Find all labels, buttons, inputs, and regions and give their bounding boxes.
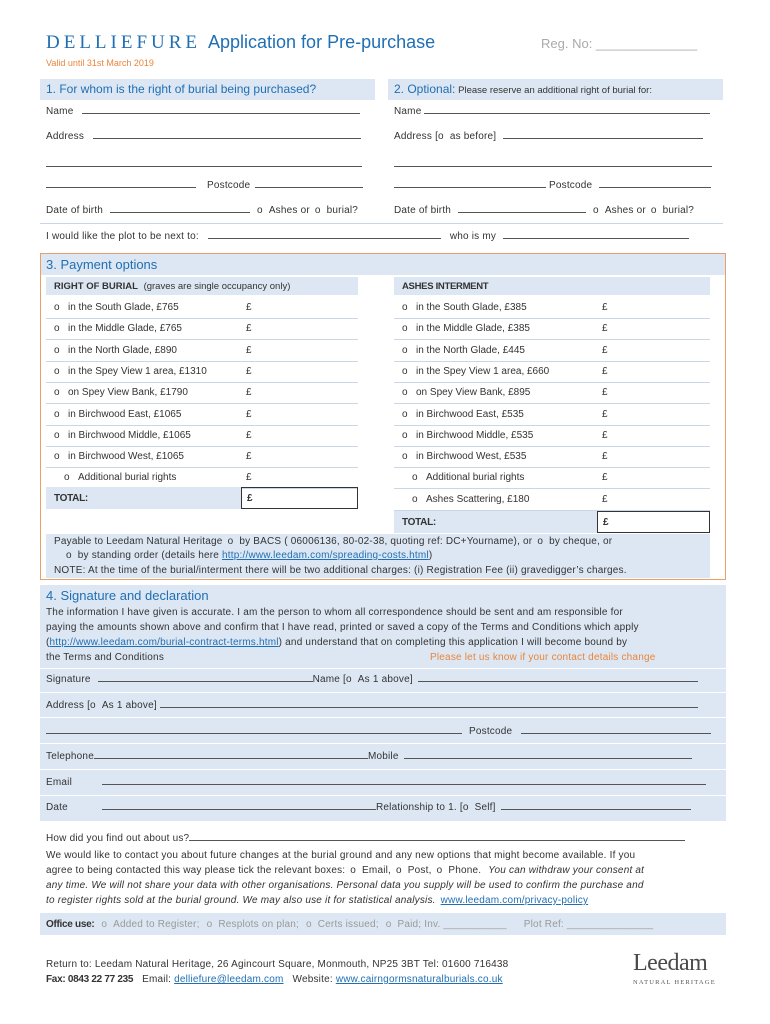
right-option-label: in the North Glade, £445 [416, 344, 525, 356]
consent-post-label: Post, [407, 865, 432, 876]
left-option-label: in Birchwood Middle, £1065 [68, 429, 191, 441]
right-amount-field[interactable]: £ [602, 323, 608, 335]
right-option-label: in the Spey View 1 area, £660 [416, 365, 550, 377]
leedam-logo-subtitle: NATURAL HERITAGE [633, 979, 716, 986]
contact-line2 [46, 865, 644, 876]
date-row [46, 802, 691, 813]
fax-number: Fax: 0843 22 77 235 [46, 974, 134, 985]
s2-address-line3[interactable] [394, 187, 546, 188]
plot-next-row [46, 231, 689, 242]
s2-dob-row [394, 205, 694, 216]
contact-line3: any time. We will not share your data with other organisations. Personal data you supply will be used to confirm the purchase and [46, 880, 644, 891]
right-amount-field[interactable]: £ [602, 472, 608, 484]
s1-name-row [46, 106, 360, 117]
signature-row [46, 674, 698, 685]
left-option-label: in the Middle Glade, £765 [68, 323, 182, 335]
relationship-self-radio[interactable]: o [462, 802, 469, 813]
right-option-radio[interactable]: o [402, 344, 408, 356]
s1-address-label: Address [46, 131, 85, 142]
decl-line1: The information I have given is accurate. I am the person to whom all correspondence should be sent and am responsible for [46, 607, 623, 618]
cheque-text: by cheque, or [549, 536, 613, 547]
s2-as-before-radio[interactable]: o [438, 131, 444, 142]
standing-order-radio[interactable]: o [66, 550, 72, 561]
left-option-label: Additional burial rights [78, 472, 177, 484]
plot-who-label: who is my [449, 231, 497, 242]
reg-number: Reg. No: ______________ [541, 36, 698, 51]
s2-address-field[interactable] [503, 138, 703, 139]
right-payment-row [394, 405, 710, 426]
s1-burial-label: burial? [326, 205, 359, 216]
left-option-radio[interactable]: o [54, 365, 60, 377]
s4-address-as1-radio[interactable]: o [90, 700, 96, 711]
office-resplots-label: Resplots on plan; [218, 919, 299, 930]
left-amount-field[interactable]: £ [246, 472, 252, 484]
footer-email-label: Email: [142, 974, 172, 985]
left-amount-field[interactable]: £ [246, 451, 252, 463]
decl-line4: the Terms and Conditions [46, 652, 165, 663]
section2-title-wrap [394, 82, 652, 96]
footer-website-link[interactable]: www.cairngormsnaturalburials.co.uk [335, 974, 503, 985]
right-total-field[interactable] [597, 511, 710, 533]
right-option-radio[interactable]: o [412, 472, 418, 484]
s4-name-suffix: As 1 above] [357, 674, 413, 685]
right-payment-row [394, 447, 710, 468]
left-option-radio[interactable]: o [64, 472, 70, 484]
left-option-label: in the South Glade, £765 [68, 302, 179, 313]
return-address: Return to: Leedam Natural Heritage, 26 Agincourt Square, Monmouth, NP25 3BT Tel: 01600 716438 [46, 959, 509, 970]
s1-postcode-label: Postcode [206, 180, 251, 191]
s4-address-line2[interactable] [46, 733, 462, 734]
s1-address-line2[interactable] [46, 166, 362, 167]
left-option-radio[interactable]: o [54, 429, 60, 441]
decl3-rest: ) and understand that on completing this application I will become bound by [278, 637, 628, 648]
office-added-checkbox[interactable]: o [101, 919, 108, 930]
right-option-label: in Birchwood East, £535 [416, 408, 524, 420]
signature-label: Signature [46, 674, 91, 685]
section2-title: 2. Optional: [394, 82, 456, 96]
right-option-label: Ashes Scattering, £180 [426, 493, 530, 505]
relationship-field[interactable] [501, 809, 691, 810]
page-title: Application for Pre-purchase [208, 32, 436, 52]
s2-dob-label: Date of birth [394, 205, 452, 216]
right-amount-field[interactable]: £ [602, 365, 608, 377]
s1-burial-radio[interactable]: o [314, 205, 321, 216]
date-label: Date [46, 802, 68, 813]
left-payment-row [46, 447, 358, 468]
left-payment-row [46, 319, 358, 340]
s1-dob-row [46, 205, 358, 216]
s2-address-label: Address [ [394, 131, 439, 142]
standing-order-close: ) [428, 550, 433, 561]
s4-postcode-row [46, 726, 711, 737]
found-us-label: How did you find out about us? [46, 833, 190, 844]
right-payment-row [394, 298, 710, 319]
right-option-radio[interactable]: o [402, 408, 408, 420]
s4-postcode-label: Postcode [468, 726, 513, 737]
left-amount-field[interactable]: £ [246, 429, 252, 441]
left-amount-field[interactable]: £ [246, 387, 252, 399]
right-option-radio[interactable]: o [402, 429, 408, 441]
email-field[interactable] [102, 784, 706, 785]
office-added-label: Added to Register; [113, 919, 200, 930]
s2-name-label: Name [394, 106, 422, 117]
s2-name-row [394, 106, 710, 117]
left-amount-field[interactable]: £ [246, 323, 252, 335]
s4-name-field[interactable] [418, 681, 698, 682]
right-option-label: on Spey View Bank, £895 [416, 387, 531, 399]
telephone-field[interactable] [94, 758, 368, 759]
row-divider-2 [40, 717, 726, 718]
sig-divider [40, 668, 726, 669]
left-option-radio[interactable]: o [54, 302, 60, 313]
s4-address-row [46, 700, 698, 711]
right-option-radio[interactable]: o [412, 493, 418, 505]
left-amount-field[interactable]: £ [246, 302, 252, 313]
s1-address-row [46, 131, 361, 142]
s2-burial-label: burial? [662, 205, 695, 216]
consent-phone-checkbox[interactable]: o [436, 865, 443, 876]
left-payment-row [46, 383, 358, 404]
contact-line2-text: agree to being contacted this way please tick the relevant boxes: [46, 865, 346, 876]
s4-name-as1-radio[interactable]: o [346, 674, 352, 685]
date-field[interactable] [102, 809, 376, 810]
right-amount-field[interactable]: £ [602, 344, 608, 356]
consent-email-label: Email, [362, 865, 392, 876]
right-option-label: in the Middle Glade, £385 [416, 323, 530, 335]
left-amount-field[interactable]: £ [246, 344, 252, 356]
s1-dob-label: Date of birth [46, 205, 104, 216]
left-option-label: in Birchwood West, £1065 [68, 451, 184, 463]
right-option-radio[interactable]: o [402, 365, 408, 377]
right-option-radio[interactable]: o [402, 302, 408, 313]
s2-burial-radio[interactable]: o [650, 205, 657, 216]
office-plot-ref: Plot Ref: _______________ [523, 919, 654, 930]
left-col-note: (graves are single occupancy only) [143, 281, 291, 292]
valid-until: Valid until 31st March 2019 [46, 58, 154, 68]
mobile-label: Mobile [367, 751, 399, 762]
signature-field[interactable] [98, 681, 313, 682]
telephone-row [46, 751, 692, 762]
payable-line2 [54, 550, 432, 561]
right-total-currency: £ [603, 517, 609, 528]
s2-address-row [394, 131, 703, 142]
right-option-radio[interactable]: o [402, 387, 408, 399]
s2-dob-field[interactable] [458, 212, 586, 213]
right-col-header: ASHES INTERMENT [402, 281, 489, 292]
spreading-costs-link[interactable]: http://www.leedam.com/spreading-costs.html [222, 550, 429, 561]
left-payment-row [46, 362, 358, 383]
left-option-radio[interactable]: o [54, 408, 60, 420]
s1-dob-field[interactable] [110, 212, 250, 213]
leedam-logo-text: Leedam [633, 950, 708, 976]
right-payment-row [394, 426, 710, 447]
s2-postcode-label: Postcode [548, 180, 593, 191]
s1-name-field[interactable] [82, 113, 360, 114]
right-payment-row [394, 362, 710, 383]
bacs-text: by BACS ( 06006136, 80-02-38, quoting ref: DC+Yourname), or [239, 536, 533, 547]
email-label: Email [46, 777, 73, 788]
right-payment-row [394, 319, 710, 340]
left-payment-row [46, 298, 358, 319]
row-divider-3 [40, 743, 726, 744]
left-option-label: in Birchwood East, £1065 [68, 408, 182, 420]
office-certs-checkbox[interactable]: o [305, 919, 312, 930]
contact-line1: We would like to contact you about future changes at the burial ground and any new options that might become available. If you [46, 850, 636, 861]
section2-subtitle: Please reserve an additional right of burial for: [458, 85, 652, 96]
contact-line4 [46, 895, 588, 906]
left-total-currency: £ [247, 493, 253, 504]
row-divider-1 [40, 692, 726, 693]
right-payment-row [394, 468, 710, 489]
right-amount-field[interactable]: £ [602, 493, 608, 505]
decl3-open: ( [46, 637, 50, 648]
s1-address-field[interactable] [93, 138, 361, 139]
office-use-row [46, 919, 653, 930]
cheque-radio[interactable]: o [537, 536, 544, 547]
row-divider-4 [40, 769, 726, 770]
privacy-policy-link[interactable]: www.leedam.com/privacy-policy [440, 895, 589, 906]
right-payment-row [394, 341, 710, 362]
s2-name-field[interactable] [424, 113, 710, 114]
left-total-field[interactable] [241, 487, 358, 509]
s4-address-suffix: As 1 above] [101, 700, 157, 711]
office-certs-label: Certs issued; [317, 919, 379, 930]
right-amount-field[interactable]: £ [602, 429, 608, 441]
left-option-radio[interactable]: o [54, 344, 60, 356]
s1-postcode-row [46, 180, 363, 191]
right-option-label: Additional burial rights [426, 472, 525, 484]
s1-ashes-radio[interactable]: o [257, 205, 263, 216]
right-amount-field[interactable]: £ [602, 451, 608, 463]
left-total-label: TOTAL: [54, 493, 88, 504]
s2-ashes-label: Ashes or [604, 205, 646, 216]
email-row [46, 777, 706, 788]
right-payment-row [394, 383, 710, 404]
section1-title: 1. For whom is the right of burial being purchased? [46, 82, 317, 96]
telephone-label: Telephone [46, 751, 94, 762]
relationship-label: Relationship to 1. [ [376, 802, 463, 813]
s4-postcode-field[interactable] [521, 733, 711, 734]
right-option-label: in Birchwood West, £535 [416, 451, 527, 463]
plot-next-label: I would like the plot to be next to: [46, 231, 199, 242]
office-paid-checkbox[interactable]: o [385, 919, 392, 930]
left-option-label: on Spey View Bank, £1790 [68, 387, 188, 399]
contact-line4-text: to register rights sold at the burial ground. We may also use it for statistical analysis. [46, 895, 436, 906]
section3-title: 3. Payment options [46, 257, 158, 272]
left-payment-row [46, 341, 358, 362]
decl-line2: paying the amounts shown above and confirm that I have read, printed or saved a copy of the Terms and Conditions which apply [46, 622, 639, 633]
withdraw-consent-text: You can withdraw your consent at [488, 865, 645, 876]
payment-note: NOTE: At the time of the burial/interment there will be two additional charges: (i) Registration Fee (ii) gravedigger’s charges. [54, 565, 627, 576]
s2-postcode-row [394, 180, 711, 191]
footer-website-label: Website: [292, 974, 333, 985]
s2-address-line2[interactable] [394, 166, 712, 167]
left-col-header [54, 281, 290, 292]
mobile-field[interactable] [404, 758, 692, 759]
payable-line1 [54, 536, 612, 547]
s2-postcode-field[interactable] [599, 187, 711, 188]
right-option-radio[interactable]: o [402, 323, 408, 335]
plot-next-field[interactable] [208, 238, 441, 239]
found-us-field[interactable] [189, 840, 685, 841]
right-payment-row [394, 490, 710, 511]
office-paid-label: Paid; Inv. ___________ [397, 919, 507, 930]
s1-address-line3[interactable] [46, 187, 196, 188]
office-resplots-checkbox[interactable]: o [206, 919, 213, 930]
relationship-suffix: Self] [474, 802, 496, 813]
right-amount-field[interactable]: £ [602, 302, 608, 313]
contact-footer-row [46, 974, 503, 985]
leedam-logo [633, 950, 728, 986]
s1-ashes-label: Ashes or [268, 205, 310, 216]
s1-postcode-field[interactable] [255, 187, 363, 188]
left-option-label: in the Spey View 1 area, £1310 [68, 365, 207, 377]
s4-address-field[interactable] [160, 707, 698, 708]
s2-ashes-radio[interactable]: o [593, 205, 599, 216]
consent-phone-label: Phone. [448, 865, 482, 876]
right-option-label: in the South Glade, £385 [416, 302, 527, 313]
left-option-radio[interactable]: o [54, 323, 60, 335]
left-option-radio[interactable]: o [54, 387, 60, 399]
left-col-title: RIGHT OF BURIAL [54, 281, 138, 292]
decl-line3 [46, 637, 627, 648]
section12-divider [40, 223, 723, 224]
right-option-label: in Birchwood Middle, £535 [416, 429, 534, 441]
consent-email-checkbox[interactable]: o [350, 865, 357, 876]
payable-to: Payable to Leedam Natural Heritage [54, 536, 223, 547]
s4-name-label: Name [ [312, 674, 347, 685]
section4-title: 4. Signature and declaration [46, 588, 209, 603]
brand-name: DELLIEFURE [46, 32, 202, 53]
s2-address-suffix: as before] [449, 131, 497, 142]
right-option-radio[interactable]: o [402, 451, 408, 463]
right-amount-field[interactable]: £ [602, 408, 608, 420]
left-option-radio[interactable]: o [54, 451, 60, 463]
office-use-label: Office use: [46, 919, 95, 930]
right-total-label: TOTAL: [402, 517, 436, 528]
row-divider-5 [40, 795, 726, 796]
bacs-radio[interactable]: o [227, 536, 234, 547]
terms-link[interactable]: http://www.leedam.com/burial-contract-terms.html [49, 637, 279, 648]
footer-email-link[interactable]: delliefure@leedam.com [174, 974, 284, 985]
consent-post-checkbox[interactable]: o [396, 865, 402, 876]
contact-change-note: Please let us know if your contact details change [430, 652, 656, 663]
left-option-label: in the North Glade, £890 [68, 344, 177, 356]
standing-order-text: by standing order (details here [77, 550, 220, 561]
left-payment-row [46, 426, 358, 447]
s4-address-label: Address [ [46, 700, 91, 711]
plot-who-field[interactable] [503, 238, 689, 239]
s1-name-label: Name [46, 106, 74, 117]
right-amount-field[interactable]: £ [602, 387, 608, 399]
left-payment-row [46, 405, 358, 426]
left-amount-field[interactable]: £ [246, 365, 252, 377]
found-us-row [46, 833, 685, 844]
left-amount-field[interactable]: £ [246, 408, 252, 420]
